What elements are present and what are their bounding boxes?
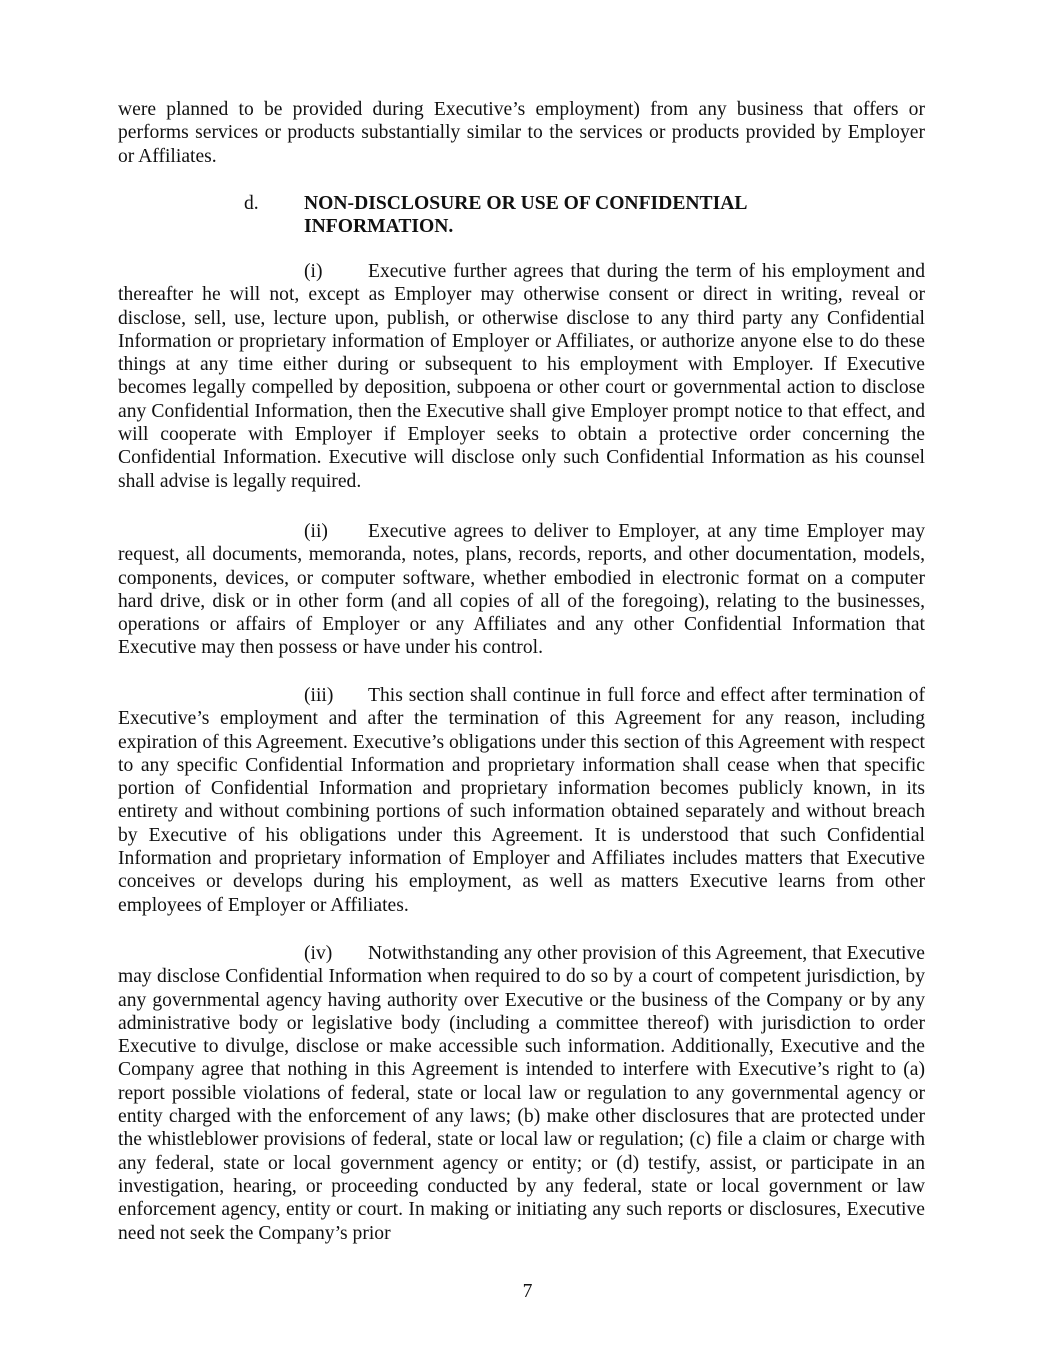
section-letter: d. [244, 193, 259, 214]
subsection-text: Executive agrees to deliver to Employer, at any time Employer may request, all documents, memoranda, notes, plans, records, reports, and other documentation, models, components, devices, or computer software, whether embodied in electronic format on a computer hard drive, disk or in other form (and all copies of all of the foregoing), relating to the businesses, operations or affairs of Employer or any Affiliates and any other Confidential Information that Executive may then possess or have under his control. [118, 521, 925, 659]
subsection-iii [118, 684, 925, 917]
subsection-iv [118, 942, 925, 1245]
subsection-number: (ii) [304, 521, 328, 542]
subsection-number: (iii) [304, 685, 334, 706]
subsection-i [118, 260, 925, 493]
intro-paragraph: were planned to be provided during Executive’s employment) from any business that offers or performs services or products substantially similar to the services or products provided by Employer or Affiliates. [118, 99, 925, 167]
section-title-line-2: INFORMATION. [304, 216, 454, 238]
page-number: 7 [522, 1281, 533, 1302]
subsection-number: (iv) [304, 943, 333, 964]
subsection-text: Notwithstanding any other provision of this Agreement, that Executive may disclose Confidential Information when required to do so by a court of competent jurisdiction, by any governmental agency having authority over Executive or the business of the Company or by any administrative body or legislative body (including a committee thereof) with jurisdiction to order Executive to divulge, disclose or make accessible such information. Additionally, Executive and the Company agree that nothing in this Agreement is intended to interfere with Executive’s right to (a) report possible violations of federal, state or local law or regulation to any governmental agency or entity charged with the enforcement of any laws; (b) make other disclosures that are protected under the whistleblower provisions of federal, state or local law or regulation; (c) file a claim or charge with any federal, state or local government agency or entity; or (d) testify, assist, or participate in an investigation, hearing, or proceeding conducted by any federal, state or local government or law enforcement agency, entity or court. In making or initiating any such reports or disclosures, Executive need not seek the Company’s prior [118, 943, 925, 1244]
section-title-line-1: NON-DISCLOSURE OR USE OF CONFIDENTIAL [304, 193, 748, 214]
subsection-ii [118, 520, 925, 660]
subsection-number: (i) [304, 261, 323, 282]
subsection-text: Executive further agrees that during the term of his employment and thereafter he will not, except as Employer may otherwise consent or direct in writing, reveal or disclose, sell, use, lecture upon, publish, or otherwise disclose to any third party any Confidential Information or proprietary information of Employer or Affiliates, or authorize anyone else to do these things at any time either during or subsequent to his employment with Employer. If Executive becomes legally compelled by deposition, subpoena or other court or governmental action to disclose any Confidential Information, then the Executive shall give Employer prompt notice to that effect, and will cooperate with Employer if Employer seeks to obtain a protective order concerning the Confidential Information. Executive will disclose only such Confidential Information as his counsel shall advise is legally required. [118, 261, 925, 492]
subsection-text: This section shall continue in full force and effect after termination of Executive’s employment and after the termination of this Agreement for any reason, including expiration of this Agreement. Executive’s obligations under this section of this Agreement with respect to any specific Confidential Information and proprietary information shall cease when that specific portion of Confidential Information and proprietary information becomes publicly known, in its entirety and without combining portions of such information obtained separately and without breach by Executive of his obligations under this Agreement. It is understood that such Confidential Information and proprietary information of Employer and Affiliates includes matters that Executive conceives or develops during his employment, as well as matters Executive learns from other employees of Employer or Affiliates. [118, 685, 925, 916]
section-title [304, 192, 824, 239]
